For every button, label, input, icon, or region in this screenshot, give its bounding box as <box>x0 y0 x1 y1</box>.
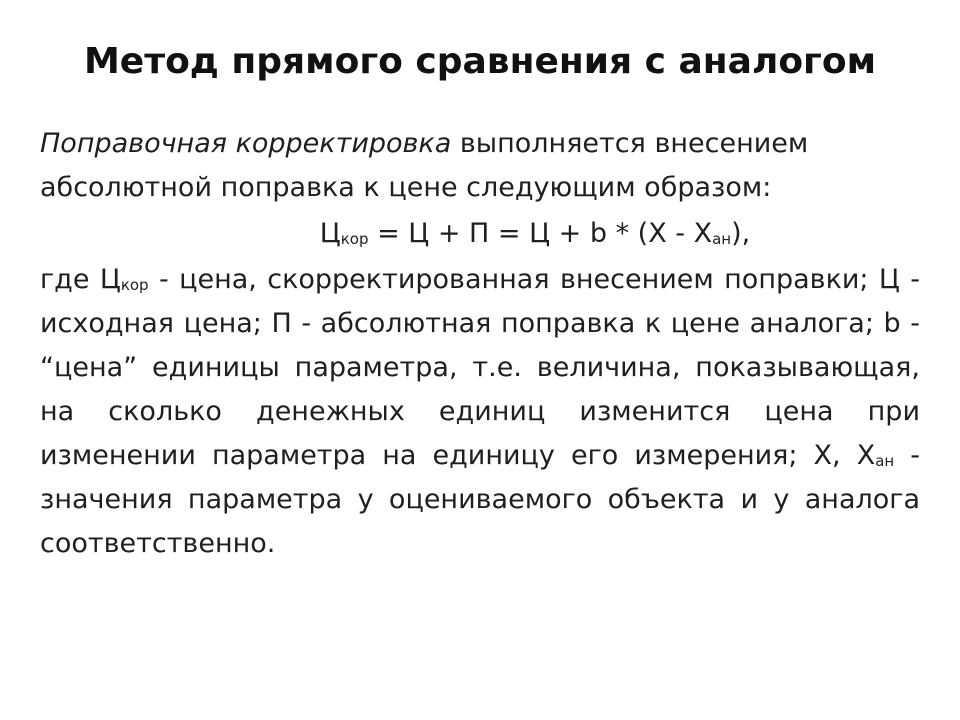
explanation-subscript-2: ан <box>875 452 895 470</box>
explanation-paragraph <box>40 258 920 566</box>
explanation-part-1: где Ц <box>40 264 121 295</box>
explanation-part-2: - цена, скорректированная внесением поправки; Ц - исходная цена; П - абсолютная поправка к цене аналога; b - “цена” единицы параметра, т.е. величина, показывающая, на сколько денежных единиц изменится цена при изменении параметра на единицу его измерения; Х, Х <box>40 264 920 471</box>
formula-part-2: = Ц + П = Ц + b * (Х - Х <box>368 218 713 249</box>
formula-part-1: Ц <box>319 218 341 249</box>
price-formula <box>40 210 920 258</box>
intro-term: Поправочная корректировка <box>40 128 452 159</box>
intro-text: выполняется внесением абсолютной поправка к цене следующим образом: <box>40 128 809 203</box>
intro-paragraph <box>40 122 920 210</box>
formula-subscript-1: кор <box>340 230 369 248</box>
explanation-subscript-1: кор <box>120 276 149 294</box>
slide-title: Метод прямого сравнения с аналогом <box>83 41 877 82</box>
explanation-part-3: - значения параметра у оцениваемого объекта и у аналога соответственно. <box>40 440 920 559</box>
slide-body <box>40 122 920 566</box>
formula-part-3: ), <box>731 218 751 249</box>
formula-subscript-2: ан <box>712 230 732 248</box>
